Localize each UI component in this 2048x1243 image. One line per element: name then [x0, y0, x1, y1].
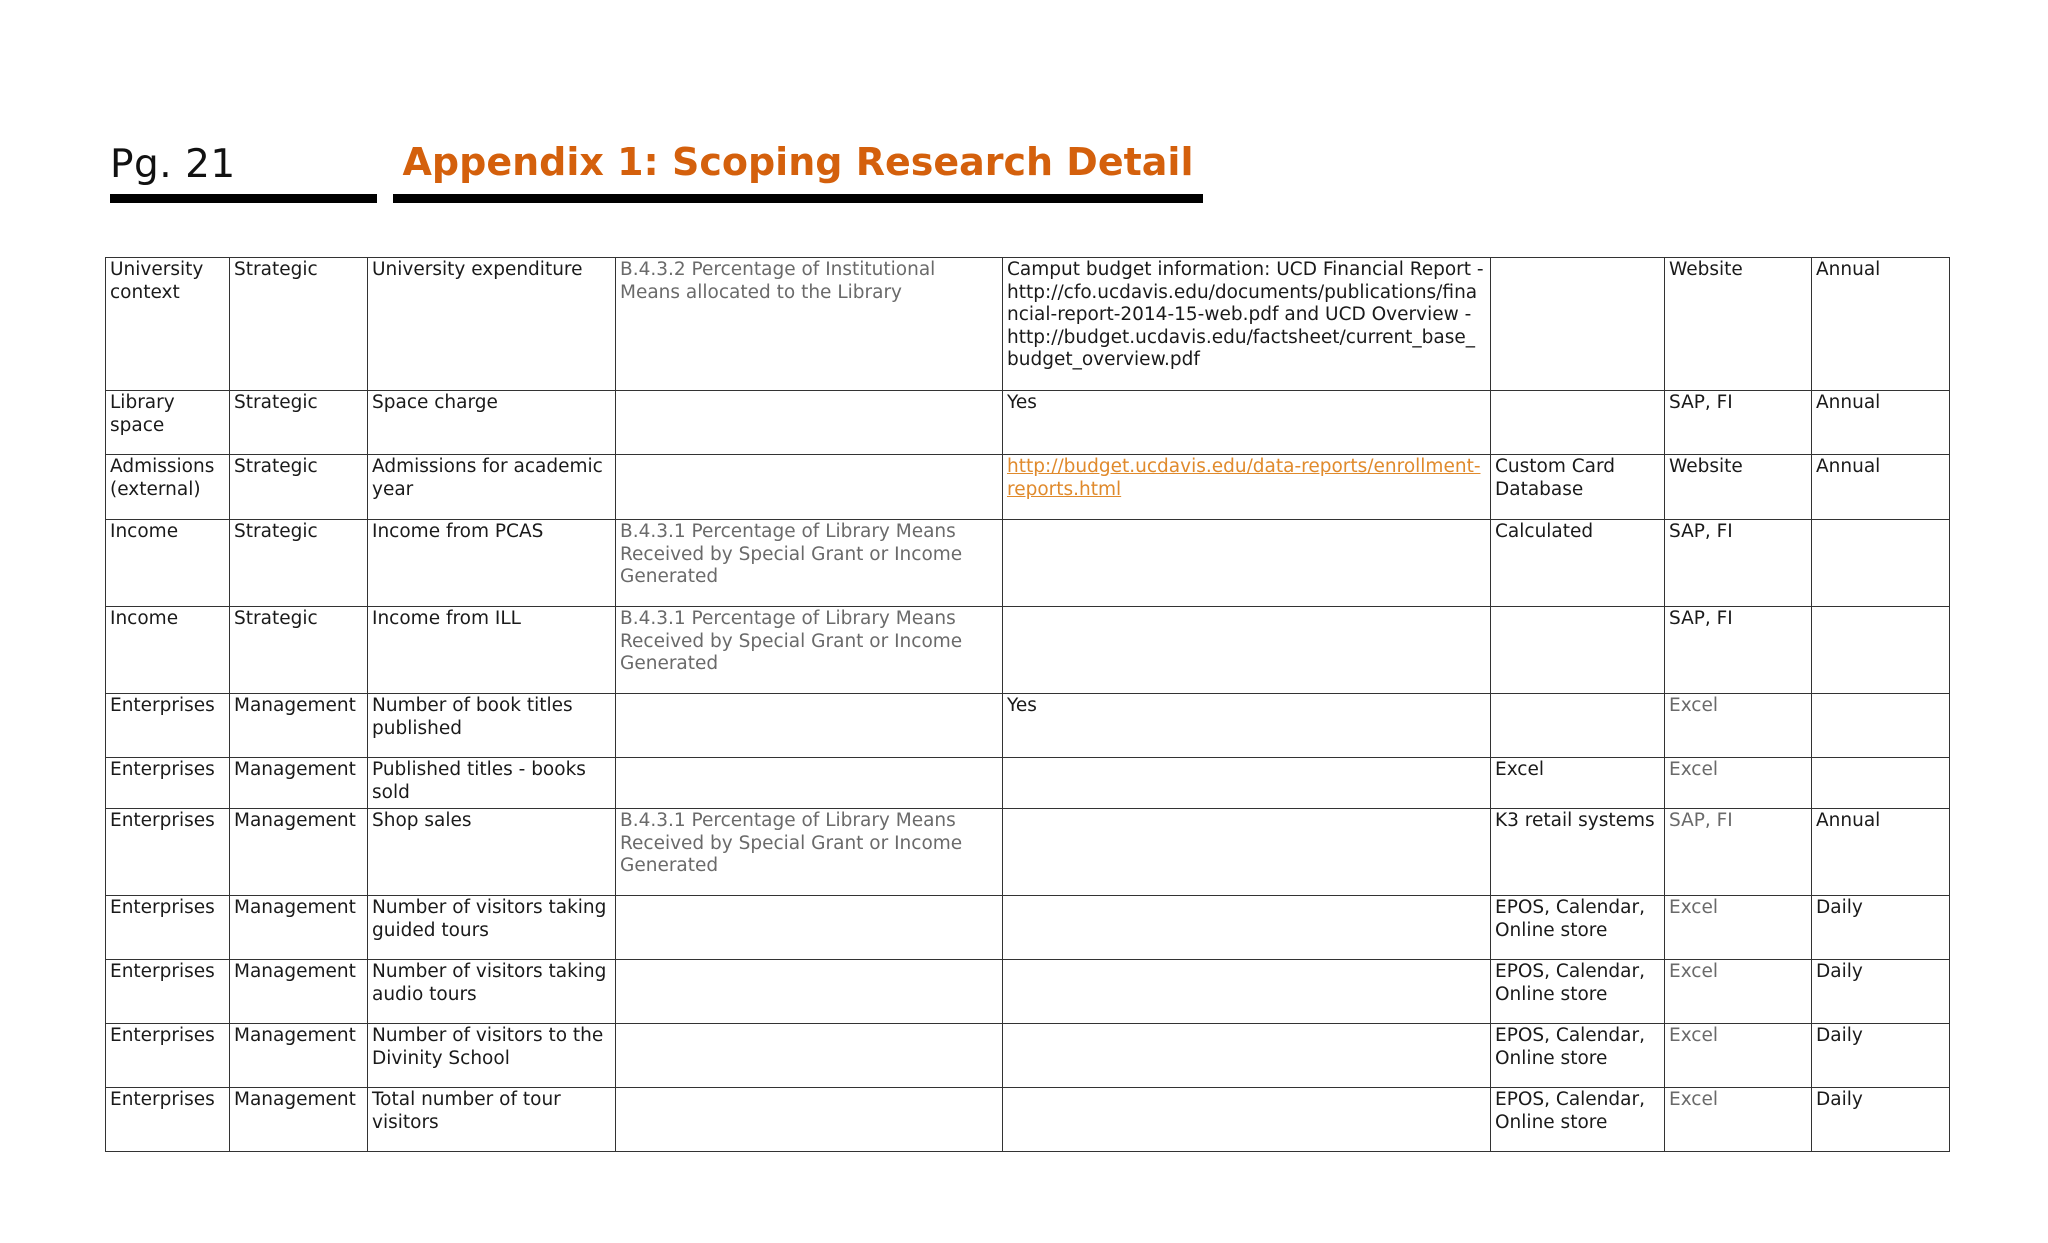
- table-cell: Number of visitors taking audio tours: [368, 960, 616, 1024]
- table-cell: Strategic: [230, 455, 368, 520]
- table-cell: [616, 1088, 1003, 1152]
- table-cell: Library space: [106, 391, 230, 455]
- table-cell: Published titles - books sold: [368, 758, 616, 809]
- table-row: [106, 520, 1950, 607]
- table-cell: EPOS, Calendar, Online store: [1491, 960, 1665, 1024]
- table-cell: [1003, 607, 1491, 694]
- table-cell: [616, 896, 1003, 960]
- table-cell: [616, 694, 1003, 758]
- table-row: [106, 960, 1950, 1024]
- table-cell: B.4.3.2 Percentage of Institutional Means allocated to the Library: [616, 258, 1003, 391]
- table-row: [106, 258, 1950, 391]
- table-cell: Annual: [1812, 391, 1950, 455]
- table-cell: Strategic: [230, 391, 368, 455]
- table-cell: Income from PCAS: [368, 520, 616, 607]
- table-cell: EPOS, Calendar, Online store: [1491, 896, 1665, 960]
- table-cell: Excel: [1665, 960, 1812, 1024]
- table-cell: [1491, 258, 1665, 391]
- table-cell: Custom Card Database: [1491, 455, 1665, 520]
- table-cell: Yes: [1003, 391, 1491, 455]
- table-cell: K3 retail systems: [1491, 809, 1665, 896]
- table-cell: [1812, 520, 1950, 607]
- table-cell: Daily: [1812, 1088, 1950, 1152]
- table-cell: [1491, 607, 1665, 694]
- table-cell: Excel: [1665, 758, 1812, 809]
- table-row: [106, 758, 1950, 809]
- table-cell: Daily: [1812, 896, 1950, 960]
- table-cell: SAP, FI: [1665, 391, 1812, 455]
- table-cell: Management: [230, 809, 368, 896]
- table-cell: Annual: [1812, 809, 1950, 896]
- table-cell: Income: [106, 607, 230, 694]
- table-cell: Excel: [1665, 694, 1812, 758]
- table-cell: Website: [1665, 258, 1812, 391]
- table-cell: [1491, 694, 1665, 758]
- table-cell: Number of book titles published: [368, 694, 616, 758]
- table-cell: [1812, 694, 1950, 758]
- table-cell: [1003, 1024, 1491, 1088]
- table-cell: Enterprises: [106, 1024, 230, 1088]
- table-cell: [616, 391, 1003, 455]
- table-cell: B.4.3.1 Percentage of Library Means Received by Special Grant or Income Generated: [616, 607, 1003, 694]
- table-cell: Income from ILL: [368, 607, 616, 694]
- table-cell: Management: [230, 1024, 368, 1088]
- table-row: [106, 896, 1950, 960]
- table-cell: Enterprises: [106, 758, 230, 809]
- table-cell: [1491, 391, 1665, 455]
- page-number: Pg. 21: [110, 142, 236, 187]
- table-cell: Management: [230, 694, 368, 758]
- table-cell: Management: [230, 896, 368, 960]
- table-cell: Excel: [1665, 1088, 1812, 1152]
- table-cell: B.4.3.1 Percentage of Library Means Received by Special Grant or Income Generated: [616, 520, 1003, 607]
- table-cell: Website: [1665, 455, 1812, 520]
- table-cell: [1003, 1088, 1491, 1152]
- table-cell: Enterprises: [106, 694, 230, 758]
- table-row: [106, 391, 1950, 455]
- table-cell: Management: [230, 1088, 368, 1152]
- table-cell: Daily: [1812, 1024, 1950, 1088]
- table-cell: Daily: [1812, 960, 1950, 1024]
- table-cell: Shop sales: [368, 809, 616, 896]
- table-cell: University context: [106, 258, 230, 391]
- table-cell: Management: [230, 758, 368, 809]
- table-cell: Excel: [1665, 1024, 1812, 1088]
- table-cell: [1003, 960, 1491, 1024]
- table-cell: Yes: [1003, 694, 1491, 758]
- table-cell: Enterprises: [106, 896, 230, 960]
- table-cell: [1003, 896, 1491, 960]
- table-cell: Strategic: [230, 258, 368, 391]
- table-cell: [616, 1024, 1003, 1088]
- table-cell: [1812, 758, 1950, 809]
- table-cell: University expenditure: [368, 258, 616, 391]
- table-cell: Total number of tour visitors: [368, 1088, 616, 1152]
- table-cell: Number of visitors taking guided tours: [368, 896, 616, 960]
- table-cell: Admissions (external): [106, 455, 230, 520]
- page-title: Appendix 1: Scoping Research Detail: [402, 140, 1194, 184]
- table-cell: Strategic: [230, 607, 368, 694]
- table-cell: Management: [230, 960, 368, 1024]
- table-cell: Camput budget information: UCD Financial Report - http://cfo.ucdavis.edu/documents/publications/financial-report-2014-15-web.pdf and UCD Overview - http://budget.ucdavis.edu/factsheet/current_base_budget_overview.pdf: [1003, 258, 1491, 391]
- header-rule-right: [393, 194, 1203, 203]
- table-cell: SAP, FI: [1665, 520, 1812, 607]
- table-row: [106, 1024, 1950, 1088]
- table-cell: [1003, 520, 1491, 607]
- table-row: [106, 694, 1950, 758]
- scoping-research-table: [105, 257, 1950, 1152]
- table-cell: EPOS, Calendar, Online store: [1491, 1088, 1665, 1152]
- table-row: [106, 607, 1950, 694]
- table-cell: [616, 758, 1003, 809]
- table-cell: Annual: [1812, 455, 1950, 520]
- table-cell: [1003, 455, 1491, 520]
- table-cell: Space charge: [368, 391, 616, 455]
- table-cell: Calculated: [1491, 520, 1665, 607]
- table-cell: Number of visitors to the Divinity School: [368, 1024, 616, 1088]
- table-cell: [616, 455, 1003, 520]
- table-cell: Excel: [1665, 896, 1812, 960]
- table-cell: EPOS, Calendar, Online store: [1491, 1024, 1665, 1088]
- table-cell: [1003, 758, 1491, 809]
- table-cell: Enterprises: [106, 809, 230, 896]
- table-cell: Admissions for academic year: [368, 455, 616, 520]
- table-cell: Enterprises: [106, 1088, 230, 1152]
- enrollment-reports-link[interactable]: http://budget.ucdavis.edu/data-reports/enrollment-reports.html: [1007, 456, 1481, 500]
- table-cell: Enterprises: [106, 960, 230, 1024]
- table-cell: Strategic: [230, 520, 368, 607]
- header-rule-left: [110, 194, 377, 203]
- table-row: [106, 809, 1950, 896]
- table-cell: B.4.3.1 Percentage of Library Means Received by Special Grant or Income Generated: [616, 809, 1003, 896]
- table-cell: SAP, FI: [1665, 607, 1812, 694]
- table-cell: Income: [106, 520, 230, 607]
- table-cell: SAP, FI: [1665, 809, 1812, 896]
- table-cell: [1003, 809, 1491, 896]
- table-row: [106, 455, 1950, 520]
- table-cell: Excel: [1491, 758, 1665, 809]
- table-row: [106, 1088, 1950, 1152]
- table-cell: Annual: [1812, 258, 1950, 391]
- table-cell: [616, 960, 1003, 1024]
- table-cell: [1812, 607, 1950, 694]
